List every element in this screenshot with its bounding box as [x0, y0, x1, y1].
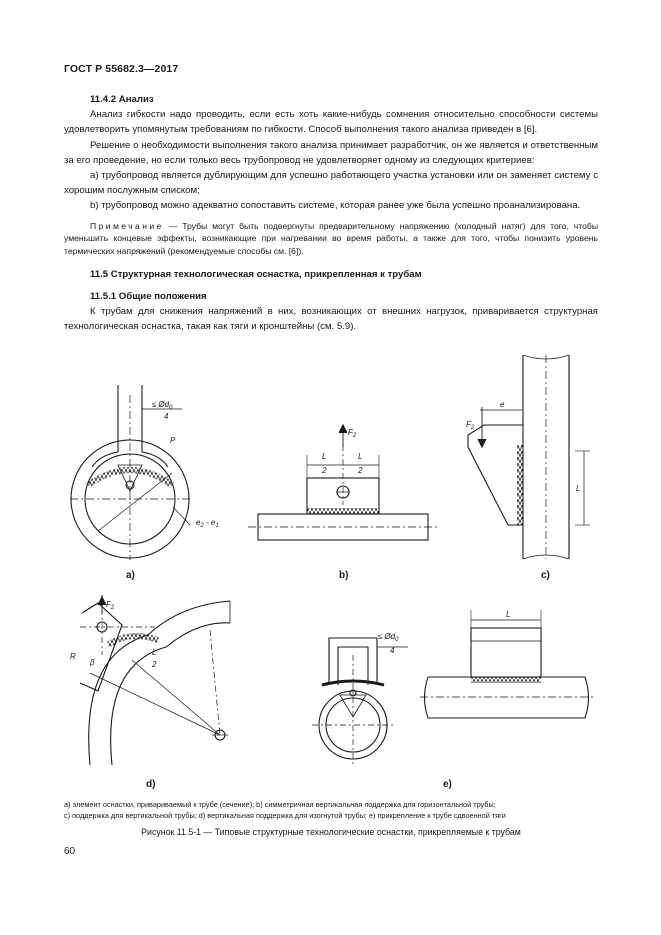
panel-label-d: d)	[146, 779, 156, 790]
d-l-half-num: L	[152, 648, 157, 657]
d-beta-symbol: β	[90, 658, 95, 667]
d-f2-symbol: $F_2$	[106, 600, 115, 611]
b-l-half-right: L	[358, 452, 363, 461]
figure-11-5-1	[60, 355, 605, 795]
section-heading-11-5: 11.5 Структурная технологическая оснастка, прикрепленная к трубам	[90, 269, 422, 281]
a-e2e1-symbol: $e_2 - e_1$	[196, 518, 219, 529]
caption-line-1: а) элемент оснастки, привариваемый к трубе (сечение); b) симметричная вертикальная поддержка для горизонтальной трубы;	[64, 800, 496, 809]
paragraph-analysis: Анализ гибкости надо проводить, если есть хоть какие-нибудь сомнения относительно способности системы удовлетворить упомянутым требованиям по гибкости. Способ выполнения такого анализа приведен в [6].	[64, 109, 598, 136]
page-number: 60	[64, 846, 76, 857]
panel-e-drawing	[420, 610, 595, 718]
a-od-symbol: ≤ $Ød_0$	[152, 400, 173, 411]
note-text: — Трубы могут быть подвергнуты предварительному напряжению (холодный натяг) для того, чтобы уменьшить концевые эффекты, возникающие при нагревании во время работы, а также для того, чтобы понизить уровень термических напряжений (рекомендуемые способы см. [6]).	[64, 220, 598, 256]
panel-c-drawing	[468, 355, 590, 559]
panel-d-drawing	[80, 595, 230, 765]
paragraph-general: К трубам для снижения напряжений в них, возникающих от внешних нагрузок, приваривается структурная технологическая оснастка, такая как тяги и кронштейны (см. 5.9).	[64, 305, 598, 333]
b-f2-symbol: $F_2$	[348, 428, 357, 439]
d-r-symbol: R	[70, 652, 76, 661]
e-l-symbol: L	[506, 610, 511, 619]
panel-b-drawing	[248, 425, 438, 540]
figure-drawing	[60, 355, 605, 795]
b-l-half-right-den: 2	[358, 466, 363, 475]
list-item-a: а) трубопровод является дублирующим для успешно работающего участка установки или он заменяет систему с хорошим послужным списком;	[64, 170, 598, 197]
b-l-half-left: L	[322, 452, 327, 461]
panel-label-a: a)	[126, 570, 135, 581]
c-f2-symbol: $F_2$	[466, 420, 475, 431]
e-od-symbol: ≤ $Ød_0$	[378, 632, 399, 643]
body-text	[64, 92, 598, 334]
panel-label-e: e)	[443, 779, 452, 790]
panel-e-left-drawing	[312, 638, 408, 767]
panel-label-b: b)	[339, 570, 349, 581]
note	[64, 220, 598, 258]
c-l-symbol: L	[576, 484, 581, 493]
section-heading-11-5-1: 11.5.1 Общие положения	[90, 290, 207, 302]
d-l-half-den: 2	[152, 660, 157, 669]
a-p-symbol: P	[170, 436, 176, 445]
b-l-half-left-den: 2	[322, 466, 327, 475]
c-e-symbol: e	[500, 400, 505, 409]
figure-title: Рисунок 11.5-1 — Типовые структурные технологические оснастки, прикрепляемые к трубам	[141, 827, 521, 837]
paragraph-decision: Решение о необходимости выполнения такого анализа принимает разработчик, он же является и ответственным за его проведение, но если только весь трубопровод не удовлетворяет одному из следующих критериев:	[64, 139, 598, 166]
section-heading-11-4-2: 11.4.2 Анализ	[90, 94, 154, 105]
a-four-symbol: 4	[164, 412, 169, 421]
caption-line-2: с) поддержка для вертикальной трубы; d) вертикальная поддержка для изогнутой трубы; е) прикрепление к трубе сдвоенной тяги	[64, 811, 506, 820]
list-item-b: b) трубопровод можно адекватно сопоставить системе, которая ранее уже была успешно проанализирована.	[90, 200, 581, 212]
note-label: Примечание	[90, 220, 164, 231]
figure-caption	[64, 799, 598, 821]
e-four-symbol: 4	[390, 646, 395, 655]
document-header: ГОСТ Р 55682.3—2017	[64, 63, 179, 75]
panel-label-c: c)	[541, 570, 550, 581]
